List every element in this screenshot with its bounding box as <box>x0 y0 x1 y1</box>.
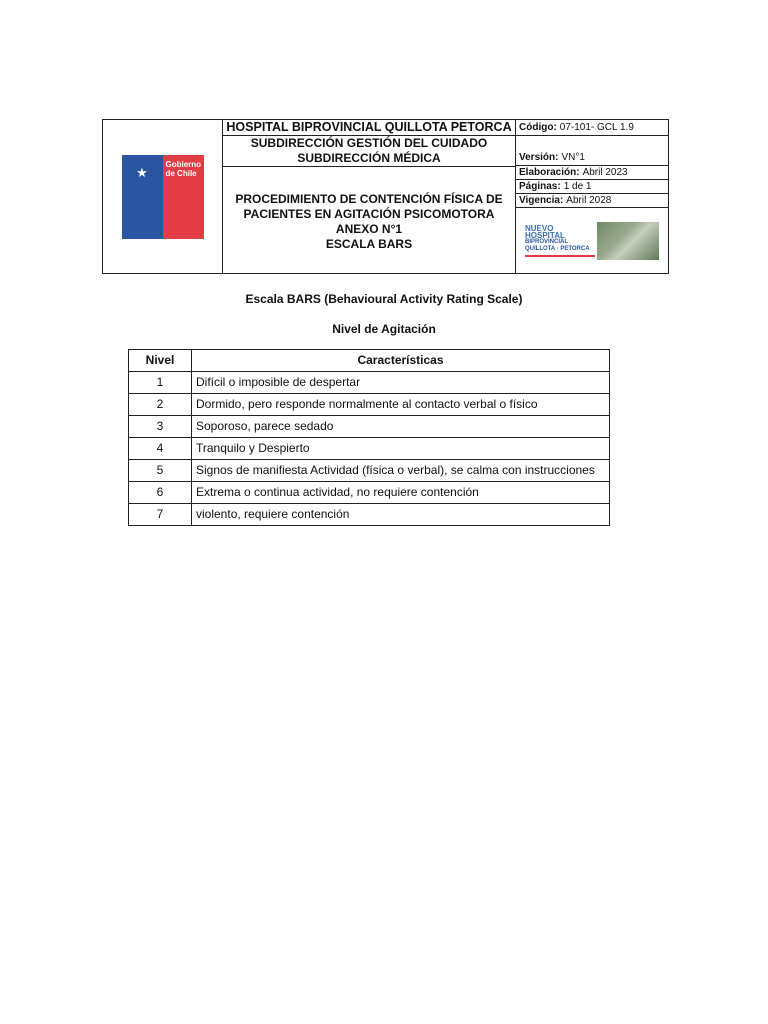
vigencia-row: Vigencia: Abril 2028 <box>516 194 668 208</box>
procedure-title-line2: PACIENTES EN AGITACIÓN PSICOMOTORA <box>243 207 495 221</box>
paginas-row: Páginas: 1 de 1 <box>516 180 668 194</box>
table-header-row <box>129 350 610 372</box>
subdireccion-medica: SUBDIRECCIÓN MÉDICA <box>297 151 441 165</box>
nivel-cell: 5 <box>129 460 192 482</box>
procedure-title-line4: ESCALA BARS <box>325 237 413 251</box>
table-row <box>129 460 610 482</box>
logo-text-line1: Gobierno <box>165 159 202 169</box>
caracteristica-cell: Extrema o continua actividad, no requiere contención <box>192 482 610 504</box>
table-row <box>129 416 610 438</box>
codigo-row: Código: 07-101- GCL 1.9 <box>516 120 668 136</box>
bars-table <box>128 349 610 526</box>
version-row: Versión: VN°1 <box>516 136 668 166</box>
logo-cell <box>103 120 223 273</box>
table-row <box>129 504 610 526</box>
subdirecciones <box>223 136 515 167</box>
scale-title: Escala BARS (Behavioural Activity Rating Scale) <box>245 292 523 306</box>
table-row <box>129 438 610 460</box>
nivel-cell: 1 <box>129 372 192 394</box>
hospital-photo <box>597 222 659 260</box>
table-row <box>129 482 610 504</box>
header-title-cell <box>223 120 516 273</box>
column-header-nivel: Nivel <box>129 350 192 372</box>
hospital-name: HOSPITAL BIPROVINCIAL QUILLOTA PETORCA <box>223 120 515 136</box>
caracteristica-cell: violento, requiere contención <box>192 504 610 526</box>
table-row <box>129 372 610 394</box>
nivel-cell: 3 <box>129 416 192 438</box>
star-icon: ★ <box>122 155 163 191</box>
agitation-level-title: Nivel de Agitación <box>332 322 436 336</box>
procedure-title <box>223 167 515 273</box>
hospital-image-cell <box>516 208 668 273</box>
caracteristica-cell: Soporoso, parece sedado <box>192 416 610 438</box>
caracteristica-cell: Signos de manifiesta Actividad (física o verbal), se calma con instrucciones <box>192 460 610 482</box>
nivel-cell: 2 <box>129 394 192 416</box>
column-header-caracteristicas: Características <box>192 350 610 372</box>
nivel-cell: 6 <box>129 482 192 504</box>
procedure-title-line3: ANEXO N°1 <box>335 222 403 236</box>
subdireccion-cuidado: SUBDIRECCIÓN GESTIÓN DEL CUIDADO <box>250 136 488 150</box>
nivel-cell: 7 <box>129 504 192 526</box>
caracteristica-cell: Tranquilo y Despierto <box>192 438 610 460</box>
caracteristica-cell: Difícil o imposible de despertar <box>192 372 610 394</box>
elaboracion-row: Elaboración: Abril 2023 <box>516 166 668 180</box>
document-header <box>102 119 669 274</box>
procedure-title-line1: PROCEDIMIENTO DE CONTENCIÓN FÍSICA DE <box>235 192 503 206</box>
table-row <box>129 394 610 416</box>
logo-text-line2: de Chile <box>165 168 197 178</box>
nivel-cell: 4 <box>129 438 192 460</box>
gobierno-de-chile-logo <box>122 155 204 239</box>
document-meta <box>516 120 668 273</box>
caracteristica-cell: Dormido, pero responde normalmente al contacto verbal o físico <box>192 394 610 416</box>
nuevo-hospital-logo: NUEVO HOSPITAL BIPROVINCIAL QUILLOTA · PETORCA <box>525 222 659 260</box>
